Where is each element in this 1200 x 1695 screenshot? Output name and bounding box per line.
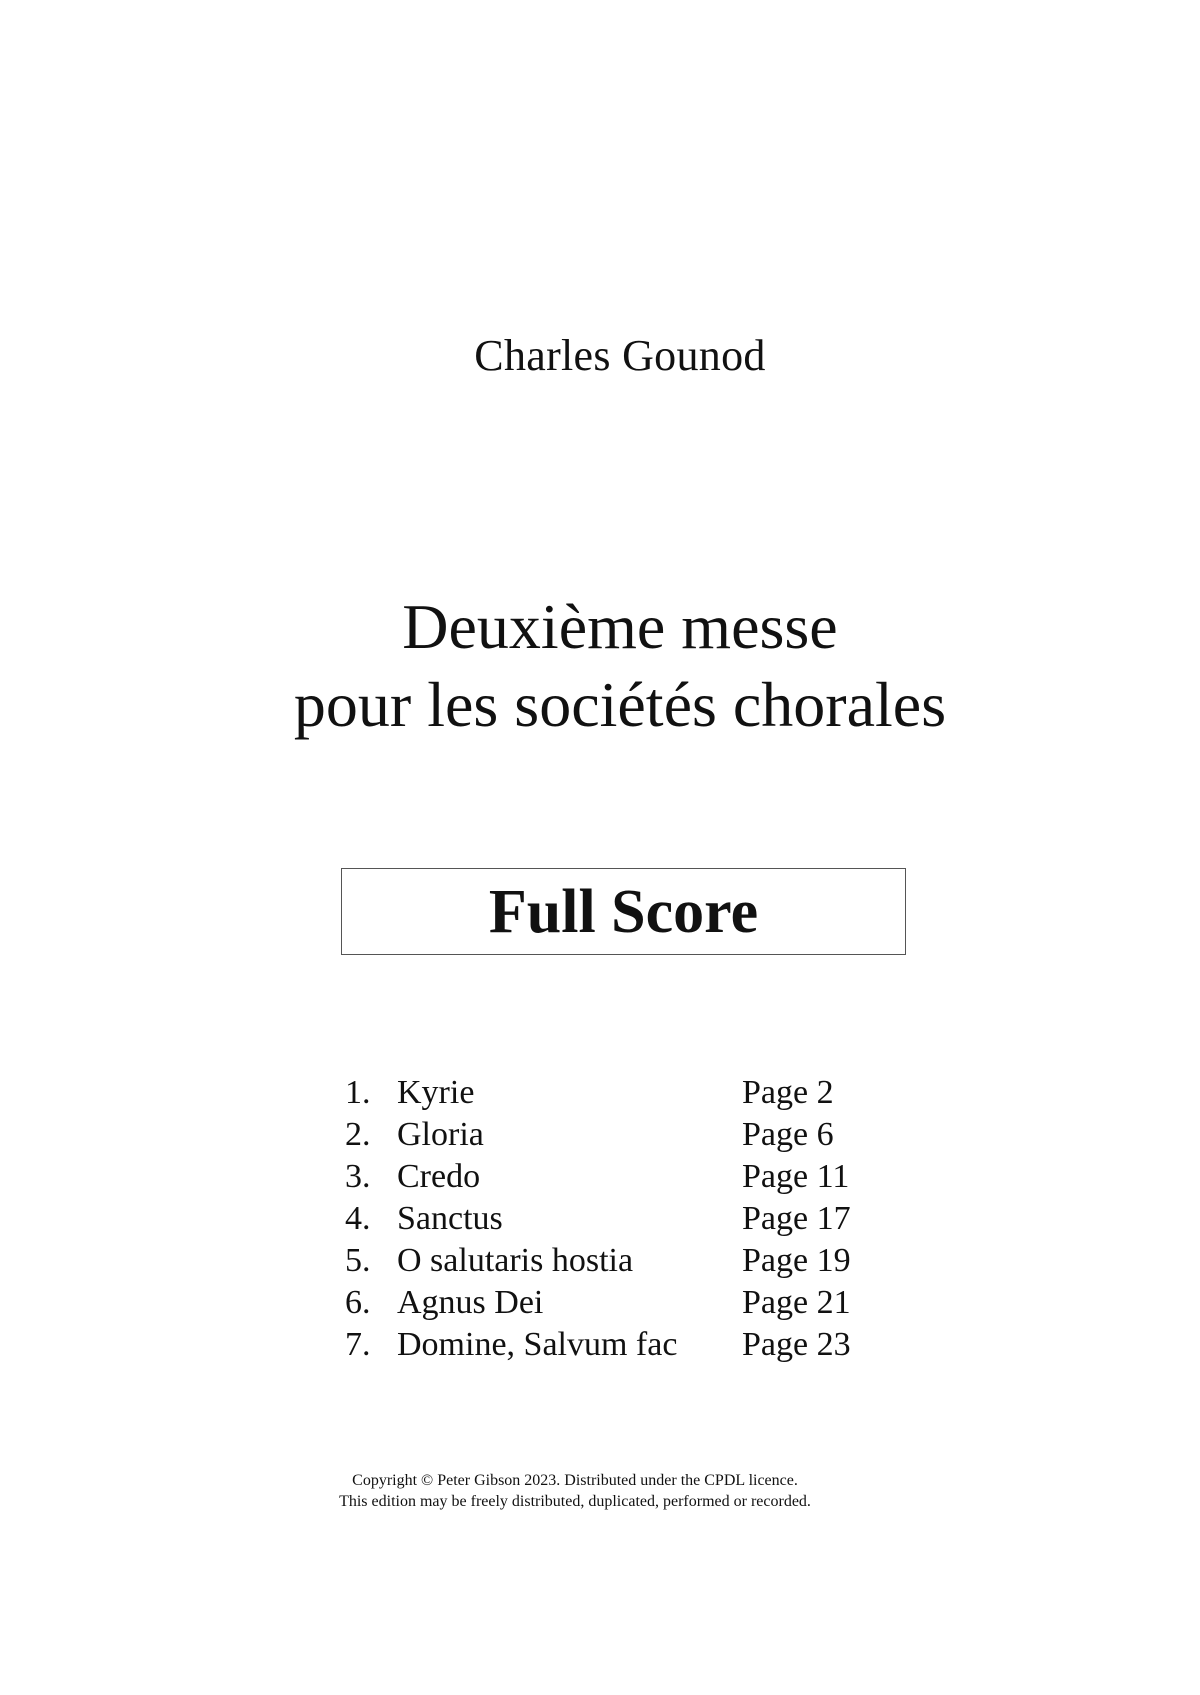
toc-item-title: Credo [397,1158,481,1195]
toc-item-page: Page 21 [742,1284,851,1321]
title-line-1: Deuxième messe [402,591,838,662]
toc-item-number: 2. [345,1116,371,1153]
toc-item [345,1072,905,1114]
toc-item-title: Sanctus [397,1200,503,1237]
toc-item-page: Page 6 [742,1116,834,1153]
score-type-box [341,868,906,955]
toc-item-page: Page 11 [742,1158,850,1195]
composer-name: Charles Gounod [474,331,766,380]
toc-item-title: O salutaris hostia [397,1242,634,1279]
title-line-2: pour les sociétés chorales [293,669,947,740]
toc-item [345,1240,905,1282]
toc-item-number: 1. [345,1074,371,1111]
toc-item-number: 6. [345,1284,371,1321]
toc-item-number: 4. [345,1200,371,1237]
work-title [0,588,1200,744]
copyright-line-1: Copyright © Peter Gibson 2023. Distributed under the CPDL licence. [352,1472,798,1489]
toc-item [345,1282,905,1324]
toc-item-title: Kyrie [397,1074,475,1111]
toc-item-title: Agnus Dei [397,1284,544,1321]
toc-item-number: 5. [345,1242,371,1279]
toc-item-page: Page 2 [742,1074,834,1111]
toc-item [345,1324,905,1366]
copyright-line-2: This edition may be freely distributed, duplicated, performed or recorded. [339,1493,811,1510]
toc-item-page: Page 23 [742,1326,851,1363]
score-type-label: Full Score [488,878,759,946]
toc-item [345,1198,905,1240]
table-of-contents [345,1072,905,1366]
toc-item-title: Domine, Salvum fac [397,1326,678,1363]
toc-item [345,1114,905,1156]
toc-item [345,1156,905,1198]
toc-item-title: Gloria [397,1116,484,1153]
toc-item-number: 3. [345,1158,371,1195]
toc-item-page: Page 19 [742,1242,851,1279]
toc-item-page: Page 17 [742,1200,851,1237]
copyright-notice [0,1470,1150,1512]
toc-item-number: 7. [345,1326,371,1363]
